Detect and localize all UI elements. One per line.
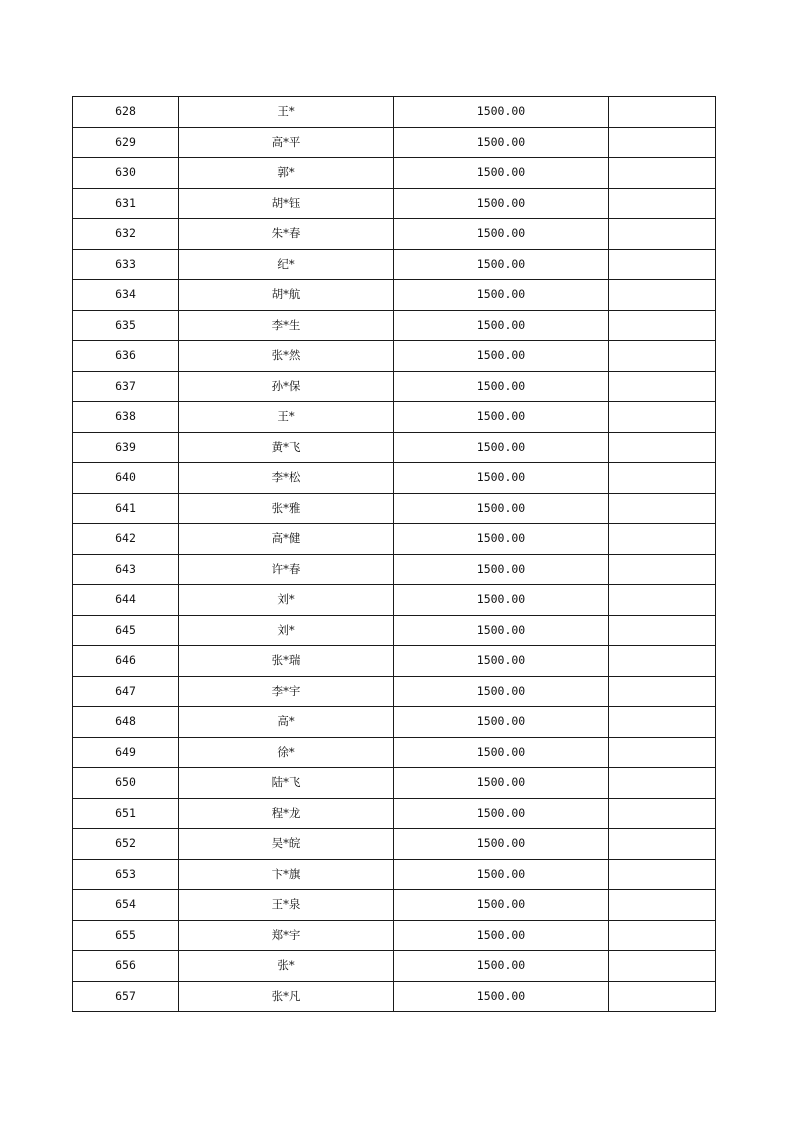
row-number-cell: 642	[73, 524, 179, 555]
amount-cell: 1500.00	[394, 829, 609, 860]
name-cell: 卞*旗	[179, 859, 394, 890]
name-cell: 张*瑞	[179, 646, 394, 677]
row-number-cell: 630	[73, 158, 179, 189]
row-number-cell: 651	[73, 798, 179, 829]
name-cell: 陆*飞	[179, 768, 394, 799]
note-cell	[609, 951, 716, 982]
amount-cell: 1500.00	[394, 280, 609, 311]
row-number-cell: 634	[73, 280, 179, 311]
row-number-cell: 646	[73, 646, 179, 677]
note-cell	[609, 646, 716, 677]
table-row	[73, 97, 716, 128]
table-row	[73, 798, 716, 829]
note-cell	[609, 554, 716, 585]
row-number-cell: 654	[73, 890, 179, 921]
name-cell: 李*宇	[179, 676, 394, 707]
amount-cell: 1500.00	[394, 920, 609, 951]
table-row	[73, 920, 716, 951]
row-number-cell: 643	[73, 554, 179, 585]
name-cell: 许*春	[179, 554, 394, 585]
table-row	[73, 585, 716, 616]
row-number-cell: 636	[73, 341, 179, 372]
row-number-cell: 650	[73, 768, 179, 799]
note-cell	[609, 97, 716, 128]
name-cell: 高*	[179, 707, 394, 738]
row-number-cell: 638	[73, 402, 179, 433]
amount-cell: 1500.00	[394, 249, 609, 280]
table-row	[73, 737, 716, 768]
name-cell: 王*泉	[179, 890, 394, 921]
name-cell: 朱*春	[179, 219, 394, 250]
name-cell: 郑*宇	[179, 920, 394, 951]
table-row	[73, 646, 716, 677]
name-cell: 吴*皖	[179, 829, 394, 860]
note-cell	[609, 280, 716, 311]
note-cell	[609, 219, 716, 250]
row-number-cell: 655	[73, 920, 179, 951]
amount-cell: 1500.00	[394, 981, 609, 1012]
row-number-cell: 629	[73, 127, 179, 158]
amount-cell: 1500.00	[394, 371, 609, 402]
table-body	[73, 97, 716, 1012]
note-cell	[609, 310, 716, 341]
amount-cell: 1500.00	[394, 97, 609, 128]
amount-cell: 1500.00	[394, 219, 609, 250]
note-cell	[609, 920, 716, 951]
table-row	[73, 707, 716, 738]
table-row	[73, 524, 716, 555]
name-cell: 王*	[179, 97, 394, 128]
table-row	[73, 463, 716, 494]
name-cell: 刘*	[179, 615, 394, 646]
amount-cell: 1500.00	[394, 341, 609, 372]
table-row	[73, 127, 716, 158]
amount-cell: 1500.00	[394, 707, 609, 738]
row-number-cell: 631	[73, 188, 179, 219]
note-cell	[609, 127, 716, 158]
note-cell	[609, 341, 716, 372]
amount-cell: 1500.00	[394, 615, 609, 646]
note-cell	[609, 737, 716, 768]
note-cell	[609, 829, 716, 860]
note-cell	[609, 707, 716, 738]
row-number-cell: 633	[73, 249, 179, 280]
table-row	[73, 493, 716, 524]
table-row	[73, 829, 716, 860]
row-number-cell: 641	[73, 493, 179, 524]
note-cell	[609, 676, 716, 707]
note-cell	[609, 493, 716, 524]
table-row	[73, 188, 716, 219]
table-row	[73, 890, 716, 921]
table-row	[73, 981, 716, 1012]
amount-cell: 1500.00	[394, 493, 609, 524]
amount-cell: 1500.00	[394, 524, 609, 555]
name-cell: 孙*保	[179, 371, 394, 402]
name-cell: 徐*	[179, 737, 394, 768]
amount-cell: 1500.00	[394, 188, 609, 219]
amount-cell: 1500.00	[394, 127, 609, 158]
amount-cell: 1500.00	[394, 432, 609, 463]
table-row	[73, 371, 716, 402]
note-cell	[609, 890, 716, 921]
row-number-cell: 647	[73, 676, 179, 707]
amount-cell: 1500.00	[394, 676, 609, 707]
name-cell: 纪*	[179, 249, 394, 280]
amount-cell: 1500.00	[394, 798, 609, 829]
note-cell	[609, 371, 716, 402]
amount-cell: 1500.00	[394, 310, 609, 341]
row-number-cell: 645	[73, 615, 179, 646]
name-cell: 黄*飞	[179, 432, 394, 463]
table-row	[73, 310, 716, 341]
note-cell	[609, 188, 716, 219]
row-number-cell: 628	[73, 97, 179, 128]
table-row	[73, 554, 716, 585]
row-number-cell: 637	[73, 371, 179, 402]
note-cell	[609, 432, 716, 463]
row-number-cell: 635	[73, 310, 179, 341]
row-number-cell: 648	[73, 707, 179, 738]
name-cell: 郭*	[179, 158, 394, 189]
name-cell: 张*凡	[179, 981, 394, 1012]
note-cell	[609, 402, 716, 433]
note-cell	[609, 859, 716, 890]
note-cell	[609, 798, 716, 829]
name-cell: 高*平	[179, 127, 394, 158]
note-cell	[609, 524, 716, 555]
row-number-cell: 653	[73, 859, 179, 890]
document-page	[72, 96, 715, 1012]
name-cell: 胡*钰	[179, 188, 394, 219]
name-cell: 张*雅	[179, 493, 394, 524]
row-number-cell: 644	[73, 585, 179, 616]
amount-cell: 1500.00	[394, 951, 609, 982]
note-cell	[609, 981, 716, 1012]
row-number-cell: 652	[73, 829, 179, 860]
name-cell: 李*松	[179, 463, 394, 494]
note-cell	[609, 158, 716, 189]
amount-cell: 1500.00	[394, 158, 609, 189]
row-number-cell: 649	[73, 737, 179, 768]
table-row	[73, 768, 716, 799]
name-cell: 程*龙	[179, 798, 394, 829]
name-cell: 高*健	[179, 524, 394, 555]
name-cell: 李*生	[179, 310, 394, 341]
name-cell: 张*然	[179, 341, 394, 372]
row-number-cell: 640	[73, 463, 179, 494]
table-row	[73, 615, 716, 646]
row-number-cell: 657	[73, 981, 179, 1012]
table-row	[73, 280, 716, 311]
table-row	[73, 432, 716, 463]
name-cell: 刘*	[179, 585, 394, 616]
amount-cell: 1500.00	[394, 768, 609, 799]
name-cell: 胡*航	[179, 280, 394, 311]
name-cell: 王*	[179, 402, 394, 433]
row-number-cell: 656	[73, 951, 179, 982]
table-row	[73, 219, 716, 250]
table-row	[73, 249, 716, 280]
table-row	[73, 341, 716, 372]
table-row	[73, 859, 716, 890]
table-row	[73, 676, 716, 707]
amount-cell: 1500.00	[394, 737, 609, 768]
table-row	[73, 158, 716, 189]
note-cell	[609, 463, 716, 494]
amount-cell: 1500.00	[394, 859, 609, 890]
note-cell	[609, 768, 716, 799]
row-number-cell: 639	[73, 432, 179, 463]
amount-cell: 1500.00	[394, 463, 609, 494]
amount-cell: 1500.00	[394, 646, 609, 677]
note-cell	[609, 615, 716, 646]
note-cell	[609, 249, 716, 280]
name-cell: 张*	[179, 951, 394, 982]
amount-cell: 1500.00	[394, 890, 609, 921]
table-row	[73, 951, 716, 982]
table-row	[73, 402, 716, 433]
amount-cell: 1500.00	[394, 402, 609, 433]
amount-cell: 1500.00	[394, 585, 609, 616]
amount-cell: 1500.00	[394, 554, 609, 585]
note-cell	[609, 585, 716, 616]
payment-table	[72, 96, 716, 1012]
row-number-cell: 632	[73, 219, 179, 250]
